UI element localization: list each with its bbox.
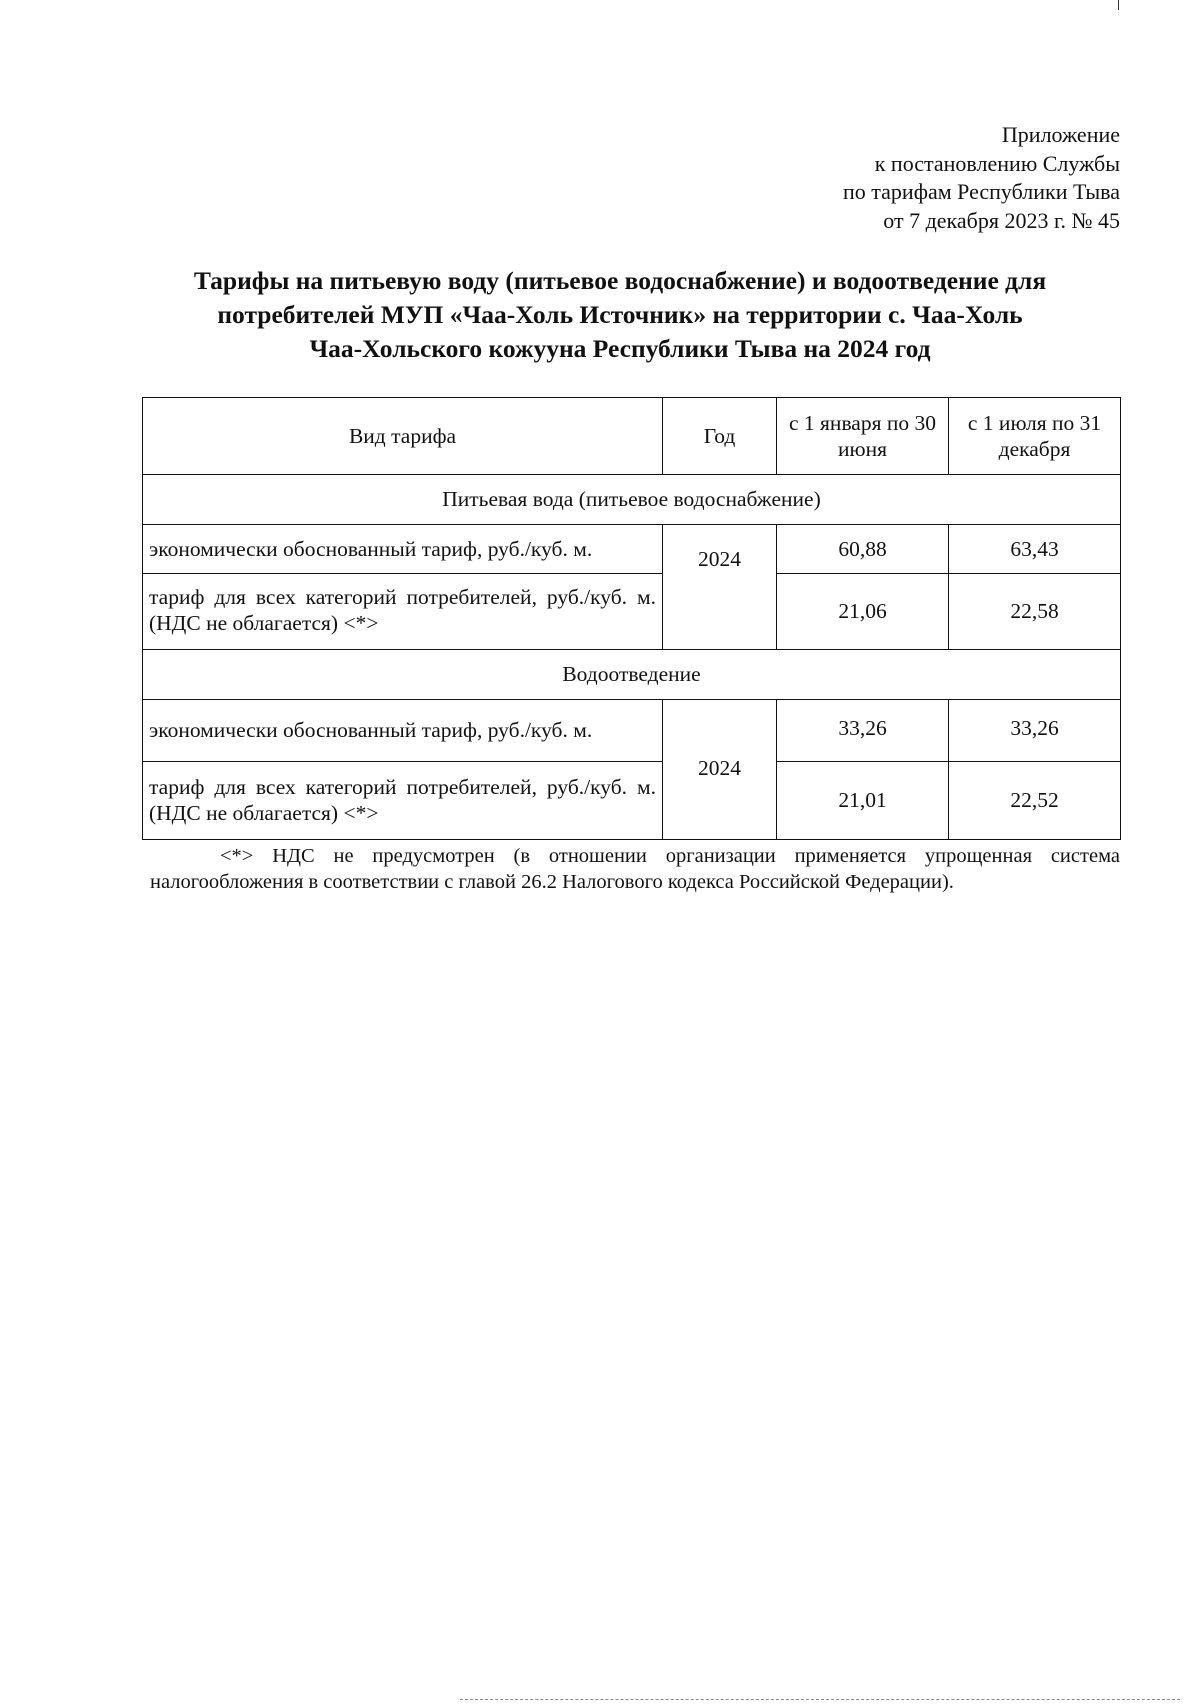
tariff-value-p2: 63,43: [949, 525, 1121, 574]
year-cell: 2024: [663, 700, 777, 840]
header-type: Вид тарифа: [143, 398, 663, 475]
year-cell: 2024: [663, 525, 777, 650]
section-row: [143, 650, 1121, 700]
section-row: [143, 475, 1121, 525]
section-title-water: Питьевая вода (питьевое водоснабжение): [143, 475, 1121, 525]
section-title-sewage: Водоотведение: [143, 650, 1121, 700]
tariff-value-p2: 22,52: [949, 762, 1121, 840]
header-period-1: с 1 января по 30 июня: [777, 398, 949, 475]
tariff-label: экономически обоснованный тариф, руб./куб. м.: [143, 700, 663, 762]
header-year: Год: [663, 398, 777, 475]
approval-line: Приложение: [1001, 122, 1120, 147]
approval-line: от 7 декабря 2023 г. № 45: [883, 207, 1120, 233]
tariff-table: [142, 397, 1121, 840]
approval-line: по тарифам Республики Тыва: [843, 179, 1120, 204]
table-row: [143, 525, 1121, 574]
tariff-label: экономически обоснованный тариф, руб./куб. м.: [143, 525, 663, 574]
table-row: [143, 762, 1121, 840]
title-line: потребителей МУП «Чаа-Холь Источник» на территории с. Чаа-Холь: [217, 300, 1023, 329]
scan-bottom-artifact: [460, 1699, 1180, 1700]
approval-block: [843, 121, 1120, 235]
footnote-text: <*> НДС не предусмотрен (в отношении организации применяется упрощенная система налогообложения в соответствии с главой 26.2 Налогового кодекса Российской Федерации).: [150, 845, 1120, 893]
document-title: [130, 264, 1110, 366]
tariff-label: тариф для всех категорий потребителей, руб./куб. м. (НДС не облагается) <*>: [143, 762, 663, 840]
tariff-value-p1: 60,88: [777, 525, 949, 574]
header-row: [143, 398, 1121, 475]
footnote: [150, 843, 1120, 895]
tariff-value-p1: 21,01: [777, 762, 949, 840]
tariff-value-p2: 22,58: [949, 574, 1121, 650]
tariff-value-p1: 21,06: [777, 574, 949, 650]
title-line: Чаа-Хольского кожууна Республики Тыва на 2024 год: [309, 334, 931, 363]
scan-edge-mark: [1118, 0, 1119, 10]
header-period-2: с 1 июля по 31 декабря: [949, 398, 1121, 475]
tariff-value-p1: 33,26: [777, 700, 949, 762]
tariff-label: тариф для всех категорий потребителей, руб./куб. м. (НДС не облагается) <*>: [143, 574, 663, 650]
table-row: [143, 574, 1121, 650]
tariff-value-p2: 33,26: [949, 700, 1121, 762]
approval-line: к постановлению Службы: [874, 150, 1120, 176]
title-line: Тарифы на питьевую воду (питьевое водоснабжение) и водоотведение для: [193, 266, 1047, 295]
table-row: [143, 700, 1121, 762]
